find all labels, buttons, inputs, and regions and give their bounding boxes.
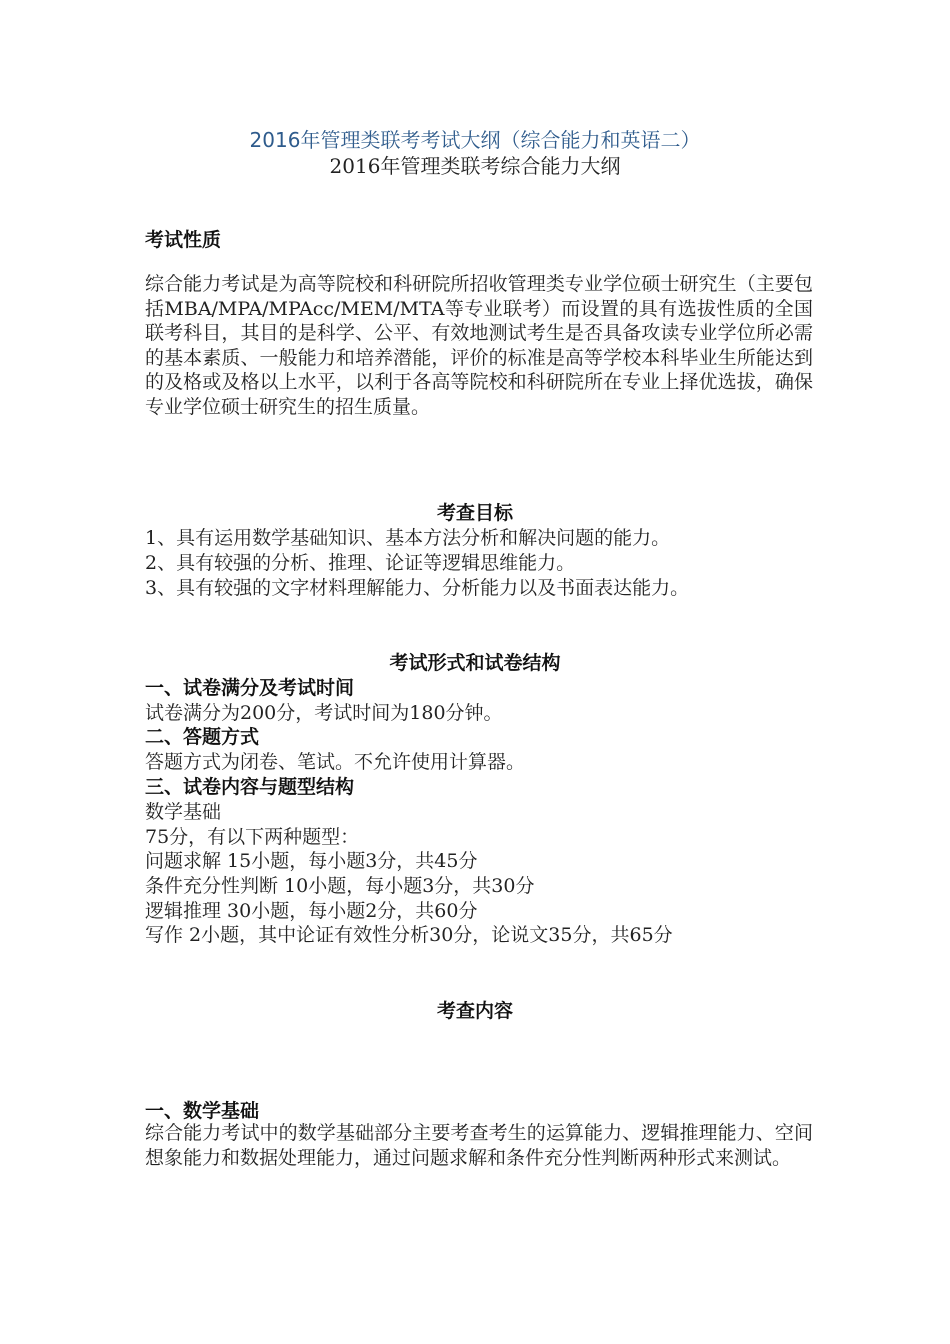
structure-line: 写作 2小题，其中论证有效性分析30分，论说文35分，共65分 [145,924,673,946]
subheading-content-structure: 三、试卷内容与题型结构 [145,776,355,798]
heading-exam-content: 考查内容 [436,1000,513,1022]
structure-line: 问题求解 15小题，每小题3分，共45分 [145,850,478,872]
goal-item: 3、具有较强的文字材料理解能力、分析能力以及书面表达能力。 [145,577,690,599]
structure-line: 条件充分性判断 10小题，每小题3分，共30分 [145,875,535,897]
structure-line: 逻辑推理 30小题，每小题2分，共60分 [145,900,478,922]
heading-exam-nature: 考试性质 [145,229,222,251]
heading-exam-goals: 考查目标 [436,502,513,524]
document-subtitle: 2016年管理类联考综合能力大纲 [329,154,621,178]
goal-item: 1、具有运用数学基础知识、基本方法分析和解决问题的能力。 [145,527,671,549]
text-score-time: 试卷满分为200分，考试时间为180分钟。 [145,702,503,724]
paragraph-exam-nature: 综合能力考试是为高等院校和科研院所招收管理类专业学位硕士研究生（主要包括MBA/MPA/MPAcc/MEM/MTA等专业联考）而设置的具有选拔性质的全国联考科目，其目的是科学、公平、有效地测试考生是否具备攻读专业学位所必需的基本素质、一般能力和培养潜能，评价的标准是高等学校本科毕业生所能达到的及格或及格以上水平，以利于各高等院校和科研院所在专业上择优选拔，确保专业学位硕士研究生的招生质量。 [145,273,813,418]
structure-line: 75分，有以下两种题型： [145,826,360,848]
text-answer-mode: 答题方式为闭卷、笔试。不允许使用计算器。 [145,751,526,773]
structure-line: 数学基础 [145,801,222,823]
goal-item: 2、具有较强的分析、推理、论证等逻辑思维能力。 [145,552,576,574]
subheading-score-time: 一、试卷满分及考试时间 [145,677,355,699]
heading-exam-format: 考试形式和试卷结构 [389,652,561,674]
subheading-answer-mode: 二、答题方式 [145,726,260,748]
document-title: 2016年管理类联考考试大纲（综合能力和英语二） [249,128,701,152]
subheading-math-basics: 一、数学基础 [145,1100,260,1122]
paragraph-math-basics: 综合能力考试中的数学基础部分主要考查考生的运算能力、逻辑推理能力、空间想象能力和数据处理能力，通过问题求解和条件充分性判断两种形式来测试。 [145,1122,813,1169]
